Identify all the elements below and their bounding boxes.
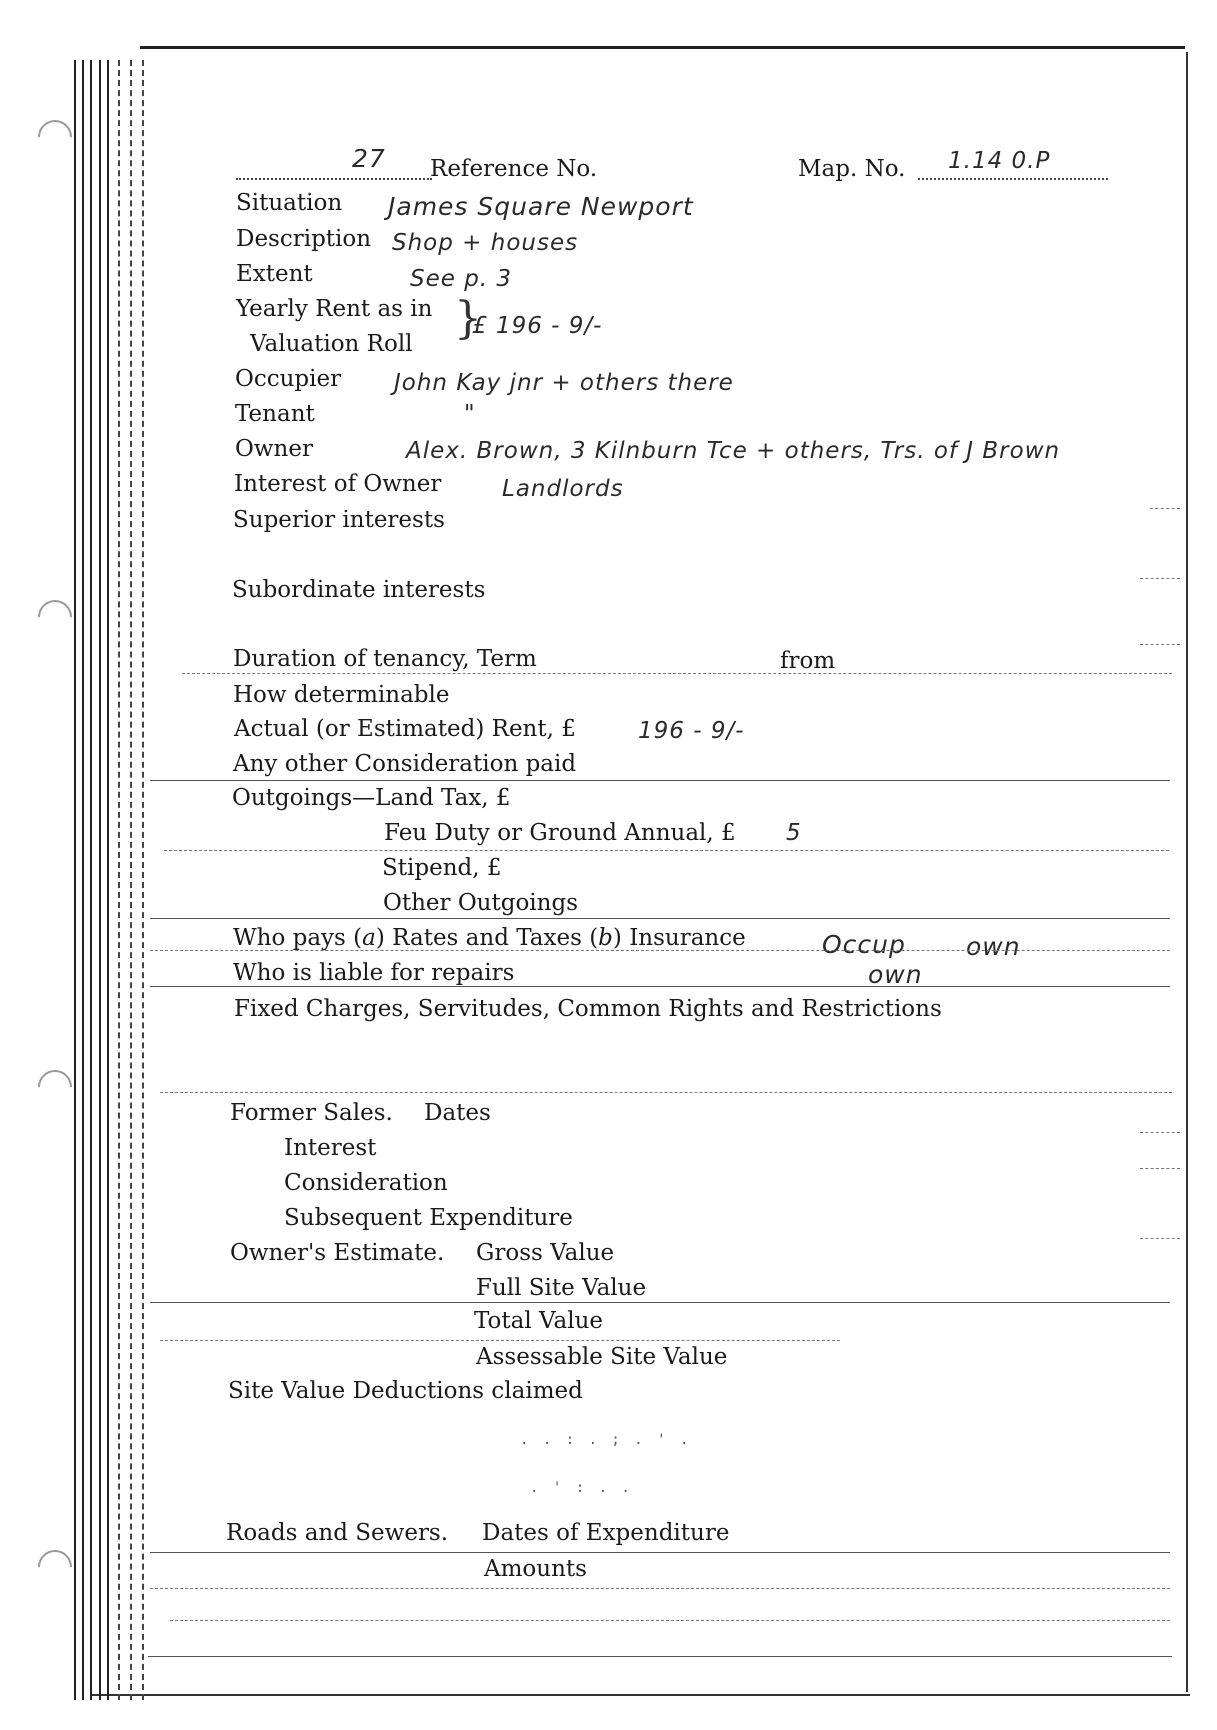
gross-value-label: Gross Value [476, 1240, 615, 1266]
form-rule [160, 1092, 1172, 1093]
form-rule [1140, 578, 1180, 579]
reference-number-value: 27 [352, 144, 386, 173]
map-dotted-line [918, 178, 1108, 180]
page-right-edge [1186, 52, 1188, 1692]
duration-label: Duration of tenancy, Term [233, 646, 537, 672]
form-rule [1150, 508, 1180, 509]
interest-of-owner-value: Landlords [502, 476, 624, 502]
repairs-label: Who is liable for repairs [233, 960, 515, 986]
occupier-label: Occupier [235, 366, 342, 392]
brace-icon: } [454, 293, 482, 344]
form-rule [150, 780, 1170, 781]
occupier-value: John Kay jnr + others there [394, 370, 734, 396]
subsequent-expenditure-label: Subsequent Expenditure [284, 1205, 573, 1231]
yearly-rent-label: Yearly Rent as in [236, 296, 433, 322]
form-rule [150, 1588, 1170, 1589]
owner-label: Owner [235, 436, 313, 462]
fixed-charges-label: Fixed Charges, Servitudes, Common Rights and Restrictions [234, 996, 942, 1022]
valuation-roll-label: Valuation Roll [250, 331, 413, 357]
assessable-site-value-label: Assessable Site Value [476, 1344, 728, 1370]
description-label: Description [236, 226, 372, 252]
form-rule [1140, 1238, 1180, 1239]
other-outgoings-label: Other Outgoings [383, 890, 579, 916]
other-consideration-label: Any other Consideration paid [233, 751, 577, 777]
who-pays-rates-value: Occup [822, 930, 906, 959]
binder-ring-icon [31, 113, 79, 161]
feu-duty-label: Feu Duty or Ground Annual, £ [384, 820, 736, 846]
binder-ring-icon [31, 1543, 79, 1591]
outgoings-land-tax-label: Outgoings—Land Tax, £ [232, 785, 511, 811]
form-rule [160, 1340, 840, 1341]
owner-value: Alex. Brown, 3 Kilnburn Tce + others, Trs. of J Brown [406, 438, 1061, 464]
description-value: Shop + houses [392, 230, 579, 256]
former-sales-dates-label: Dates [424, 1100, 491, 1126]
form-rule [150, 1552, 1170, 1553]
yearly-rent-value: £ 196 - 9/- [472, 313, 603, 339]
total-value-label: Total Value [474, 1308, 604, 1334]
duration-from-label: from [780, 648, 836, 674]
binder-ring-icon [31, 1063, 79, 1111]
former-consideration-label: Consideration [284, 1170, 448, 1196]
former-sales-label: Former Sales. [230, 1100, 393, 1126]
form-rule [182, 673, 1172, 674]
binder-ring-icon [31, 593, 79, 641]
form-rule [1140, 1132, 1180, 1133]
form-rule [1140, 1168, 1180, 1169]
repairs-value: own [868, 960, 923, 989]
who-pays-label: Who pays (a) Rates and Taxes (b) Insurance [233, 925, 746, 951]
amounts-label: Amounts [484, 1556, 587, 1582]
page-top-edge [140, 46, 1185, 49]
form-rule [164, 850, 1169, 851]
map-number-value: 1.14 0.P [948, 148, 1051, 174]
superior-interests-label: Superior interests [233, 507, 445, 533]
reference-number-label: Reference No. [430, 156, 598, 182]
extent-value: See p. 3 [410, 266, 513, 292]
scan-specks: . ' : . . [530, 1480, 633, 1496]
dates-of-expenditure-label: Dates of Expenditure [482, 1520, 730, 1546]
stipend-label: Stipend, £ [382, 855, 502, 881]
form-rule [150, 950, 1170, 951]
how-determinable-label: How determinable [233, 682, 450, 708]
tenant-value: " [464, 401, 476, 427]
interest-of-owner-label: Interest of Owner [234, 471, 442, 497]
form-rule [1140, 644, 1180, 645]
extent-label: Extent [236, 261, 313, 287]
full-site-value-label: Full Site Value [476, 1275, 647, 1301]
former-interest-label: Interest [284, 1135, 377, 1161]
actual-rent-value: 196 - 9/- [638, 718, 745, 744]
actual-rent-label: Actual (or Estimated) Rent, £ [234, 716, 576, 742]
form-rule [170, 1620, 1170, 1621]
form-rule [150, 1302, 1170, 1303]
roads-and-sewers-label: Roads and Sewers. [226, 1520, 449, 1546]
binder-edge [74, 60, 164, 1700]
scan-specks: . . : . ; . ' . [520, 1432, 692, 1448]
form-rule [150, 918, 1170, 919]
situation-label: Situation [236, 190, 343, 216]
map-number-label: Map. No. [798, 156, 906, 182]
who-pays-insurance-value: own [966, 932, 1021, 961]
subordinate-interests-label: Subordinate interests [232, 577, 486, 603]
site-value-deductions-label: Site Value Deductions claimed [228, 1378, 583, 1404]
situation-value: James Square Newport [388, 192, 694, 221]
page-bottom-edge [90, 1694, 1190, 1696]
form-rule [148, 1656, 1172, 1657]
owners-estimate-label: Owner's Estimate. [230, 1240, 445, 1266]
reference-dotted-line [236, 178, 432, 180]
form-rule [150, 986, 1170, 987]
feu-duty-value: 5 [786, 820, 802, 846]
tenant-label: Tenant [235, 401, 315, 427]
